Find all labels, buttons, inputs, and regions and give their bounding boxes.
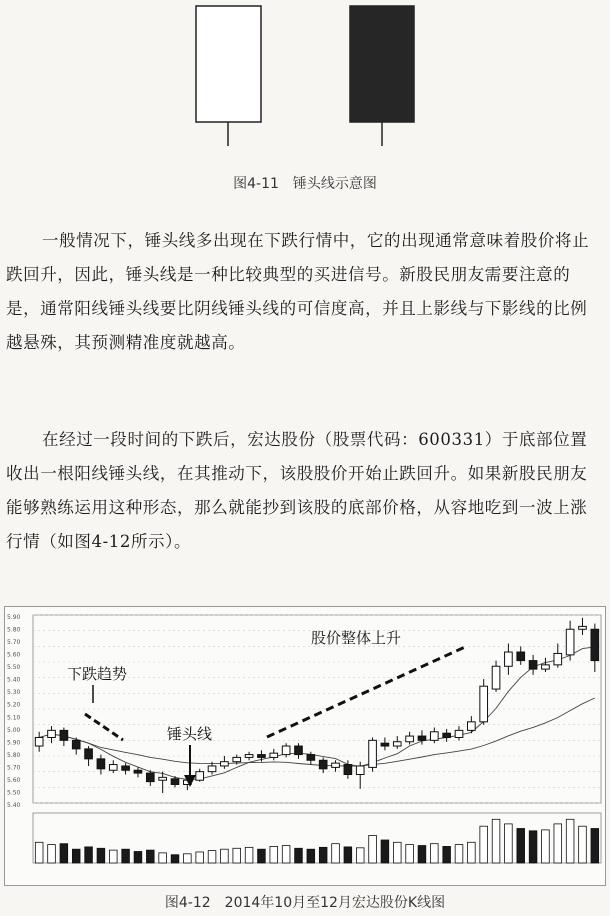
volume-bar: [369, 835, 377, 863]
candle-down: [381, 743, 389, 746]
volume-bar: [430, 844, 438, 863]
candle-up: [554, 653, 562, 664]
volume-bar: [72, 849, 80, 863]
volume-bar: [258, 849, 266, 863]
volume-bar: [554, 824, 562, 863]
volume-bar: [184, 854, 192, 863]
volume-bar: [97, 848, 105, 863]
volume-bar: [295, 848, 303, 863]
volume-bar: [566, 819, 574, 863]
candle-down: [134, 770, 142, 773]
candle-up: [332, 763, 340, 767]
volume-bar: [233, 848, 241, 863]
volume-bar: [35, 842, 43, 863]
candle-down: [171, 779, 179, 785]
volume-bar: [159, 853, 167, 863]
candle-down: [72, 740, 80, 749]
yang-hammer-body: [196, 6, 261, 122]
annotations-group: [85, 647, 465, 787]
volume-bar: [418, 846, 426, 863]
volume-bar: [85, 847, 93, 863]
candle-up: [455, 730, 463, 737]
volume-bar: [307, 849, 315, 863]
volume-panel-frame: [33, 813, 601, 863]
kline-chart-svg: [5, 607, 605, 885]
volume-bar: [393, 842, 401, 863]
candle-down: [146, 773, 154, 782]
y-tick-label: 5.80: [7, 626, 21, 634]
volume-bar: [282, 846, 290, 863]
candle-up: [208, 766, 216, 772]
volume-bar: [406, 845, 414, 863]
candle-down: [258, 755, 266, 758]
volume-bar: [332, 844, 340, 863]
candle-up: [356, 766, 364, 775]
candle-up: [505, 652, 513, 666]
candle-up: [406, 736, 414, 742]
y-tick-label: 5.10: [7, 714, 21, 722]
volume-bar: [122, 849, 130, 863]
volume-bar: [221, 849, 229, 863]
candle-up: [566, 629, 574, 655]
y-tick-label: 5.70: [7, 639, 21, 647]
volume-bar: [492, 819, 500, 863]
candle-down: [307, 755, 315, 761]
candle-down: [344, 765, 352, 775]
y-tick-label: 5.50: [7, 664, 21, 672]
volume-bar: [146, 850, 154, 863]
volume-bar: [529, 831, 537, 863]
up-trend-dashed-line: [267, 647, 465, 737]
y-tick-label: 5.90: [7, 614, 21, 621]
y-tick-label: 5.70: [7, 764, 21, 772]
candle-up: [468, 722, 476, 731]
volume-bar: [356, 848, 364, 863]
volume-bar: [208, 851, 216, 863]
y-tick-label: 5.60: [7, 651, 21, 659]
volume-bar: [455, 845, 463, 863]
y-tick-label: 5.60: [7, 776, 21, 784]
candle-up: [579, 626, 587, 629]
candle-up: [48, 730, 56, 737]
candle-down: [591, 629, 599, 660]
candle-up: [245, 755, 253, 758]
candle-down: [443, 733, 451, 737]
candle-up: [480, 686, 488, 722]
y-tick-label: 5.90: [7, 739, 21, 747]
candle-down: [122, 766, 130, 770]
volume-bar: [344, 847, 352, 863]
volume-bar: [542, 830, 550, 863]
candle-up: [282, 746, 290, 755]
volume-bar: [579, 826, 587, 863]
volume-bar: [196, 852, 204, 863]
yin-hammer-body: [350, 6, 414, 122]
volume-bar: [381, 840, 389, 863]
candle-up: [109, 765, 117, 771]
candle-up: [393, 742, 401, 746]
volume-bar: [60, 844, 68, 863]
figure-4-11-caption: 图4-11 锤头线示意图: [233, 176, 377, 192]
volume-bar: [245, 847, 253, 863]
volume-bar: [171, 855, 179, 863]
candle-up: [270, 753, 278, 757]
candle-up: [369, 740, 377, 767]
paragraph-2: [6, 423, 604, 559]
y-tick-label: 5.80: [7, 751, 21, 759]
y-tick-label: 5.20: [7, 701, 21, 709]
down-trend-dashed-line: [85, 714, 123, 740]
volume-bar: [505, 824, 513, 863]
volume-bar: [48, 845, 56, 863]
candle-down: [529, 661, 537, 670]
volume-bar: [270, 846, 278, 863]
candle-down: [517, 652, 525, 661]
candle-up: [430, 732, 438, 741]
y-tick-label: 5.50: [7, 789, 21, 797]
volume-bars-group: [35, 819, 598, 863]
hammer-label: 锤头线: [167, 725, 213, 743]
candle-down: [97, 759, 105, 769]
volume-bar: [517, 829, 525, 864]
volume-bar: [443, 846, 451, 863]
down-trend-label: 下跌趋势: [67, 665, 128, 683]
y-tick-label: 5.30: [7, 689, 21, 697]
y-axis-ticks: [7, 614, 21, 809]
candle-down: [418, 736, 426, 740]
paragraph-1-text: 一般情况下，锤头线多出现在下跌行情中，它的出现通常意味着股价将止跌回升，因此，锤头线是一种比较典型的买进信号。新股民朋友需要注意的是，通常阳线锤头线要比阴线锤头线的可信度高，并且上影线与下影线的比例越悬殊，其预测精准度就越高。: [6, 231, 590, 352]
volume-bar: [134, 852, 142, 864]
candle-up: [196, 772, 204, 781]
candle-up: [159, 777, 167, 780]
candle-up: [233, 757, 241, 761]
candle-down: [85, 749, 93, 759]
y-tick-label: 5.00: [7, 726, 21, 734]
chart-grid: [33, 615, 601, 863]
candle-down: [60, 730, 68, 740]
hammer-schematic-figure: [0, 0, 610, 150]
y-tick-label: 5.40: [7, 802, 21, 809]
paragraph-2-text: 在经过一段时间的下跌后，宏达股份（股票代码：600331）于底部位置收出一根阳线锤头线，在其推动下，该股股价开始止跌回升。如果新股民朋友能够熟练运用这种形态，那么就能抄到该股的底部价格，从容地吃到一波上涨行情（如图4-12所示）。: [6, 430, 588, 551]
kline-chart: [4, 606, 606, 886]
candle-down: [319, 760, 327, 769]
figure-4-12-caption: 图4-12 2014年10月至12月宏达股份K线图: [164, 895, 446, 911]
candle-up: [221, 762, 229, 766]
candle-up: [542, 665, 550, 669]
volume-bar: [109, 850, 117, 863]
volume-bar: [480, 826, 488, 863]
paragraph-1: [6, 224, 604, 360]
candle-up: [492, 666, 500, 689]
y-tick-label: 5.40: [7, 676, 21, 684]
volume-bar: [319, 847, 327, 863]
volume-bar: [468, 842, 476, 863]
up-trend-label: 股价整体上升: [311, 629, 402, 647]
candle-down: [295, 746, 303, 755]
volume-bar: [591, 829, 599, 864]
candle-up: [35, 737, 43, 746]
